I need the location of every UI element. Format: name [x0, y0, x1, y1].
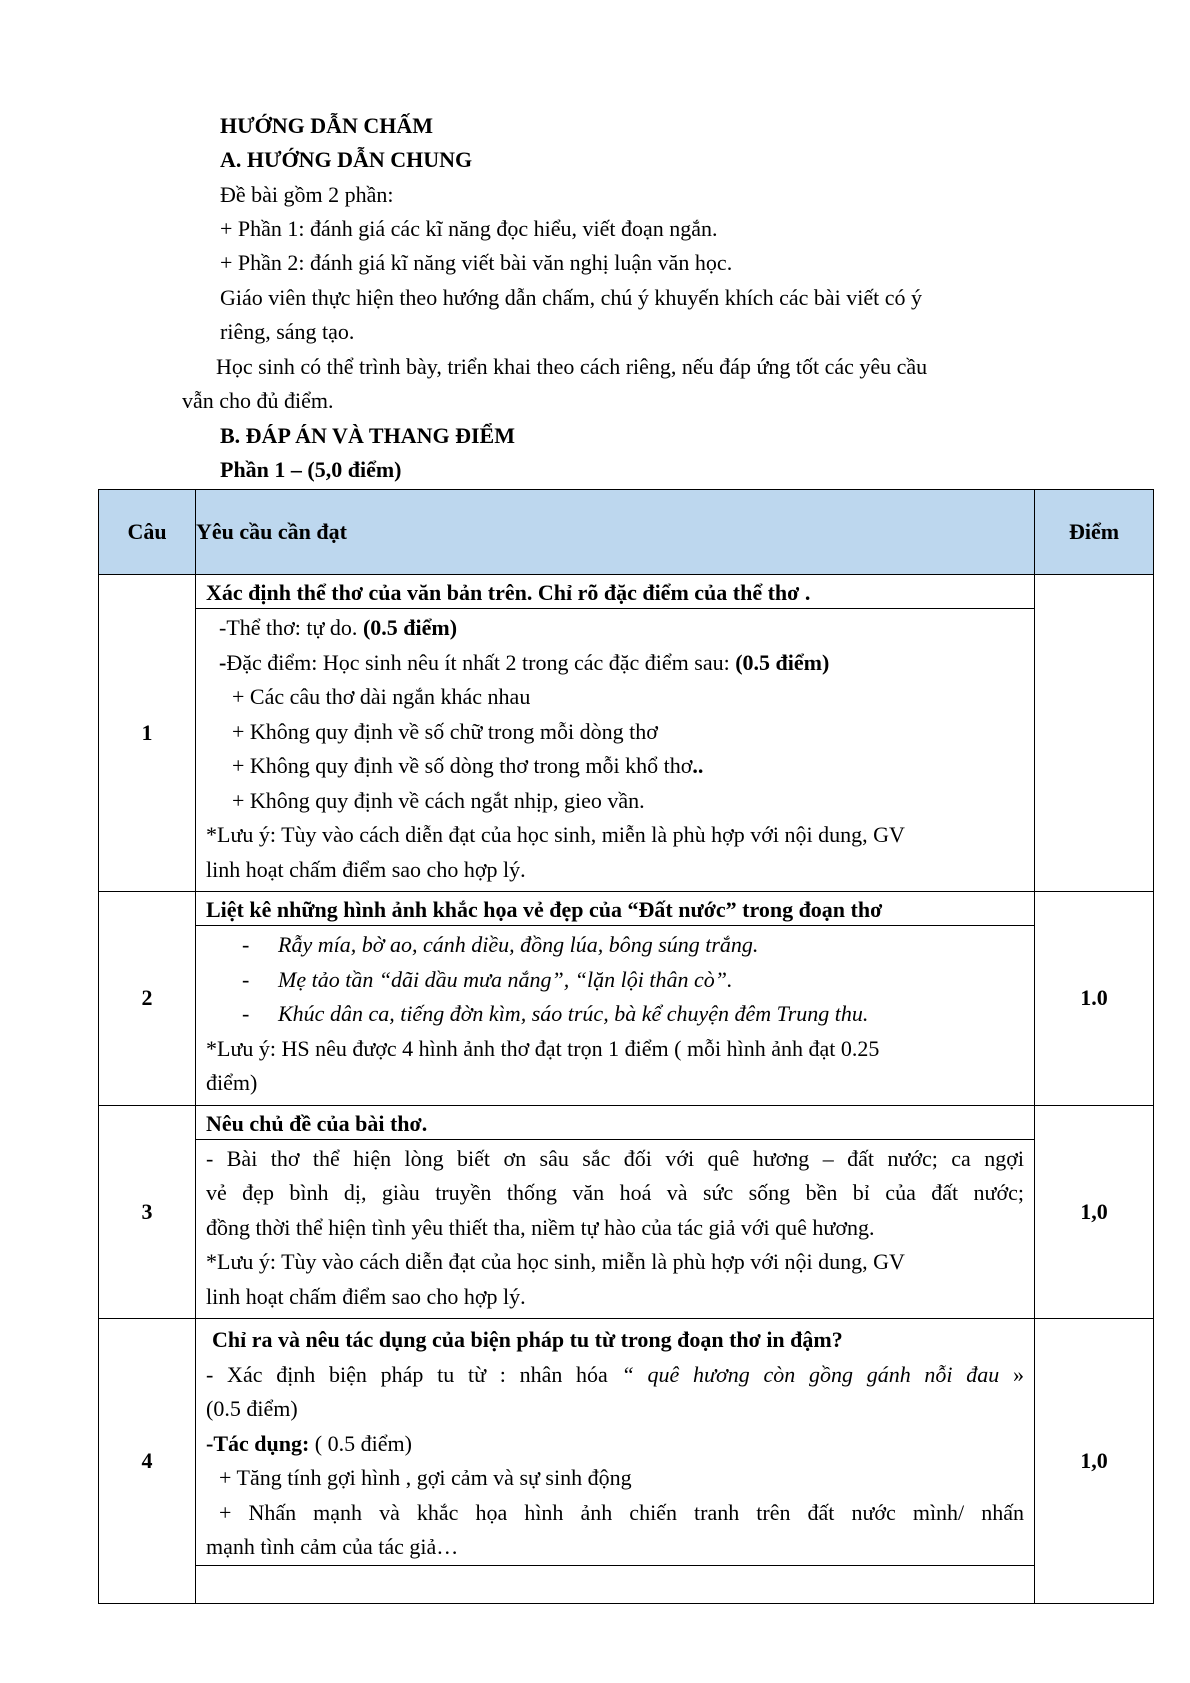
- header-diem: Điểm: [1035, 490, 1154, 575]
- question-number: 3: [99, 1105, 196, 1319]
- answer-line: [206, 646, 1024, 681]
- answer-content: [196, 609, 1034, 891]
- empty-subrow: [196, 1565, 1034, 1599]
- question-number: 1: [99, 575, 196, 892]
- score-cell: 1.0: [1035, 892, 1154, 1106]
- answer-line: [206, 1427, 1024, 1462]
- answer-text: Đặc điểm: Học sinh nêu ít nhất 2 trong các đặc điểm sau:: [226, 649, 736, 675]
- answer-text: -Thể thơ: tự do.: [219, 615, 363, 640]
- answer-text: Rẫy mía, bờ ao, cánh diều, đồng lúa, bông súng trắng.: [278, 932, 759, 957]
- note-line: điểm): [206, 1070, 258, 1095]
- note-line: *Lưu ý: HS nêu được 4 hình ảnh thơ đạt trọn 1 điểm ( mỗi hình ảnh đạt 0.25: [206, 1035, 880, 1061]
- intro-paragraph: vẫn cho đủ điểm.: [182, 388, 334, 413]
- answer-content: [196, 1319, 1034, 1603]
- note-line: *Lưu ý: Tùy vào cách diễn đạt của học sinh, miễn là phù hợp với nội dung, GV: [206, 822, 905, 847]
- intro-paragraph: Đề bài gồm 2 phần:: [220, 182, 394, 207]
- header-yeu-cau: Yêu cầu cần đạt: [196, 490, 1035, 575]
- intro-paragraph: Học sinh có thể trình bày, triển khai theo cách riêng, nếu đáp ứng tốt các yêu cầu: [216, 354, 928, 379]
- bullet-dash: -: [242, 932, 250, 957]
- part1-heading: Phần 1 – (5,0 điểm): [220, 457, 402, 482]
- answer-line: [206, 1358, 1024, 1393]
- answer-line: + Không quy định về số chữ trong mỗi dòng thơ: [232, 718, 658, 744]
- answer-line: mạnh tình cảm của tác giả…: [206, 1534, 459, 1559]
- table-row: [99, 1319, 1154, 1604]
- answer-text-bold: ..: [692, 753, 704, 778]
- answer-label: -Tác dụng:: [206, 1430, 310, 1456]
- note-line: linh hoạt chấm điểm sao cho hợp lý.: [206, 1283, 526, 1309]
- answer-text: - Xác định biện pháp tu từ : nhân hóa: [206, 1361, 622, 1387]
- score-cell: 1,0: [1035, 1105, 1154, 1319]
- answer-text: »: [999, 1361, 1024, 1387]
- answer-line: + Không quy định về cách ngắt nhịp, gieo vần.: [232, 787, 645, 813]
- score-note: (0.5 điểm): [362, 615, 458, 640]
- intro-paragraph: Giáo viên thực hiện theo hướng dẫn chấm, chú ý khuyến khích các bài viết có ý: [220, 285, 922, 310]
- answer-line: - Bài thơ thể hiện lòng biết ơn sâu sắc đối với quê hương – đất nước; ca ngợi: [206, 1145, 1024, 1171]
- quoted-text: “ quê hương còn gồng gánh nỗi đau: [621, 1361, 1000, 1387]
- intro-paragraph: + Phần 1: đánh giá các kĩ năng đọc hiểu, viết đoạn ngắn.: [220, 216, 718, 241]
- note-line: *Lưu ý: Tùy vào cách diễn đạt của học sinh, miễn là phù hợp với nội dung, GV: [206, 1249, 905, 1274]
- answer-line: (0.5 điểm): [206, 1396, 298, 1421]
- section-a-heading: A. HƯỚNG DẪN CHUNG: [220, 147, 473, 172]
- question-prompt: Liệt kê những hình ảnh khắc họa vẻ đẹp của “Đất nước” trong đoạn thơ: [196, 892, 1034, 926]
- requirement-cell: [196, 575, 1035, 892]
- answer-line: [206, 749, 1024, 784]
- score-cell: 1,0: [1035, 1319, 1154, 1604]
- intro-paragraph: + Phần 2: đánh giá kĩ năng viết bài văn nghị luận văn học.: [220, 250, 733, 275]
- requirement-cell: [196, 892, 1035, 1106]
- question-prompt: Chỉ ra và nêu tác dụng của biện pháp tu từ trong đoạn thơ in đậm?: [212, 1327, 843, 1352]
- grading-table: [98, 489, 1154, 1604]
- answer-line: vẻ đẹp bình dị, giàu truyền thống văn hoá và sức sống bền bỉ của đất nước;: [206, 1180, 1024, 1205]
- answer-line: [206, 928, 1024, 963]
- question-number: 4: [99, 1319, 196, 1604]
- question-prompt: Nêu chủ đề của bài thơ.: [196, 1106, 1034, 1140]
- answer-line: [206, 997, 1024, 1032]
- section-b-heading: B. ĐÁP ÁN VÀ THANG ĐIỂM: [220, 423, 515, 448]
- score-cell: [1035, 575, 1154, 892]
- doc-title: HƯỚNG DẪN CHẤM: [220, 113, 434, 138]
- header-cau: Câu: [99, 490, 196, 575]
- table-row: [99, 1105, 1154, 1319]
- answer-line: đồng thời thể hiện tình yêu thiết tha, niềm tự hào của tác giả với quê hương.: [206, 1214, 875, 1240]
- requirement-cell: [196, 1105, 1035, 1319]
- answer-content: [196, 1140, 1034, 1319]
- answer-text: Khúc dân ca, tiếng đờn kìm, sáo trúc, bà kể chuyện đêm Trung thu.: [278, 1001, 869, 1026]
- table-row: [99, 892, 1154, 1106]
- answer-line: + Tăng tính gợi hình , gợi cảm và sự sinh động: [219, 1465, 632, 1490]
- answer-line: [206, 611, 1024, 646]
- score-note: (0.5 điểm): [735, 649, 830, 675]
- bullet-dash: -: [242, 966, 250, 992]
- answer-dash: -: [219, 649, 227, 675]
- table-row: [99, 575, 1154, 892]
- answer-line: + Nhấn mạnh và khắc họa hình ảnh chiến tranh trên đất nước mình/ nhấn: [219, 1499, 1024, 1525]
- answer-text: Mẹ tảo tần “dãi dầu mưa nắng”, “lặn lội thân cò”.: [278, 966, 733, 992]
- requirement-cell: [196, 1319, 1035, 1604]
- answer-text: + Không quy định về số dòng thơ trong mỗi khổ thơ: [232, 753, 693, 778]
- question-number: 2: [99, 892, 196, 1106]
- table-header-row: [99, 490, 1154, 575]
- question-prompt: Xác định thể thơ của văn bản trên. Chỉ rõ đặc điểm của thể thơ .: [196, 575, 1034, 609]
- answer-line: [206, 963, 1024, 998]
- note-line: linh hoạt chấm điểm sao cho hợp lý.: [206, 856, 526, 882]
- answer-text: ( 0.5 điểm): [309, 1430, 412, 1456]
- intro-paragraph: riêng, sáng tạo.: [220, 319, 355, 344]
- answer-line: + Các câu thơ dài ngắn khác nhau: [232, 684, 531, 709]
- answer-content: [196, 926, 1034, 1105]
- bullet-dash: -: [242, 1001, 250, 1026]
